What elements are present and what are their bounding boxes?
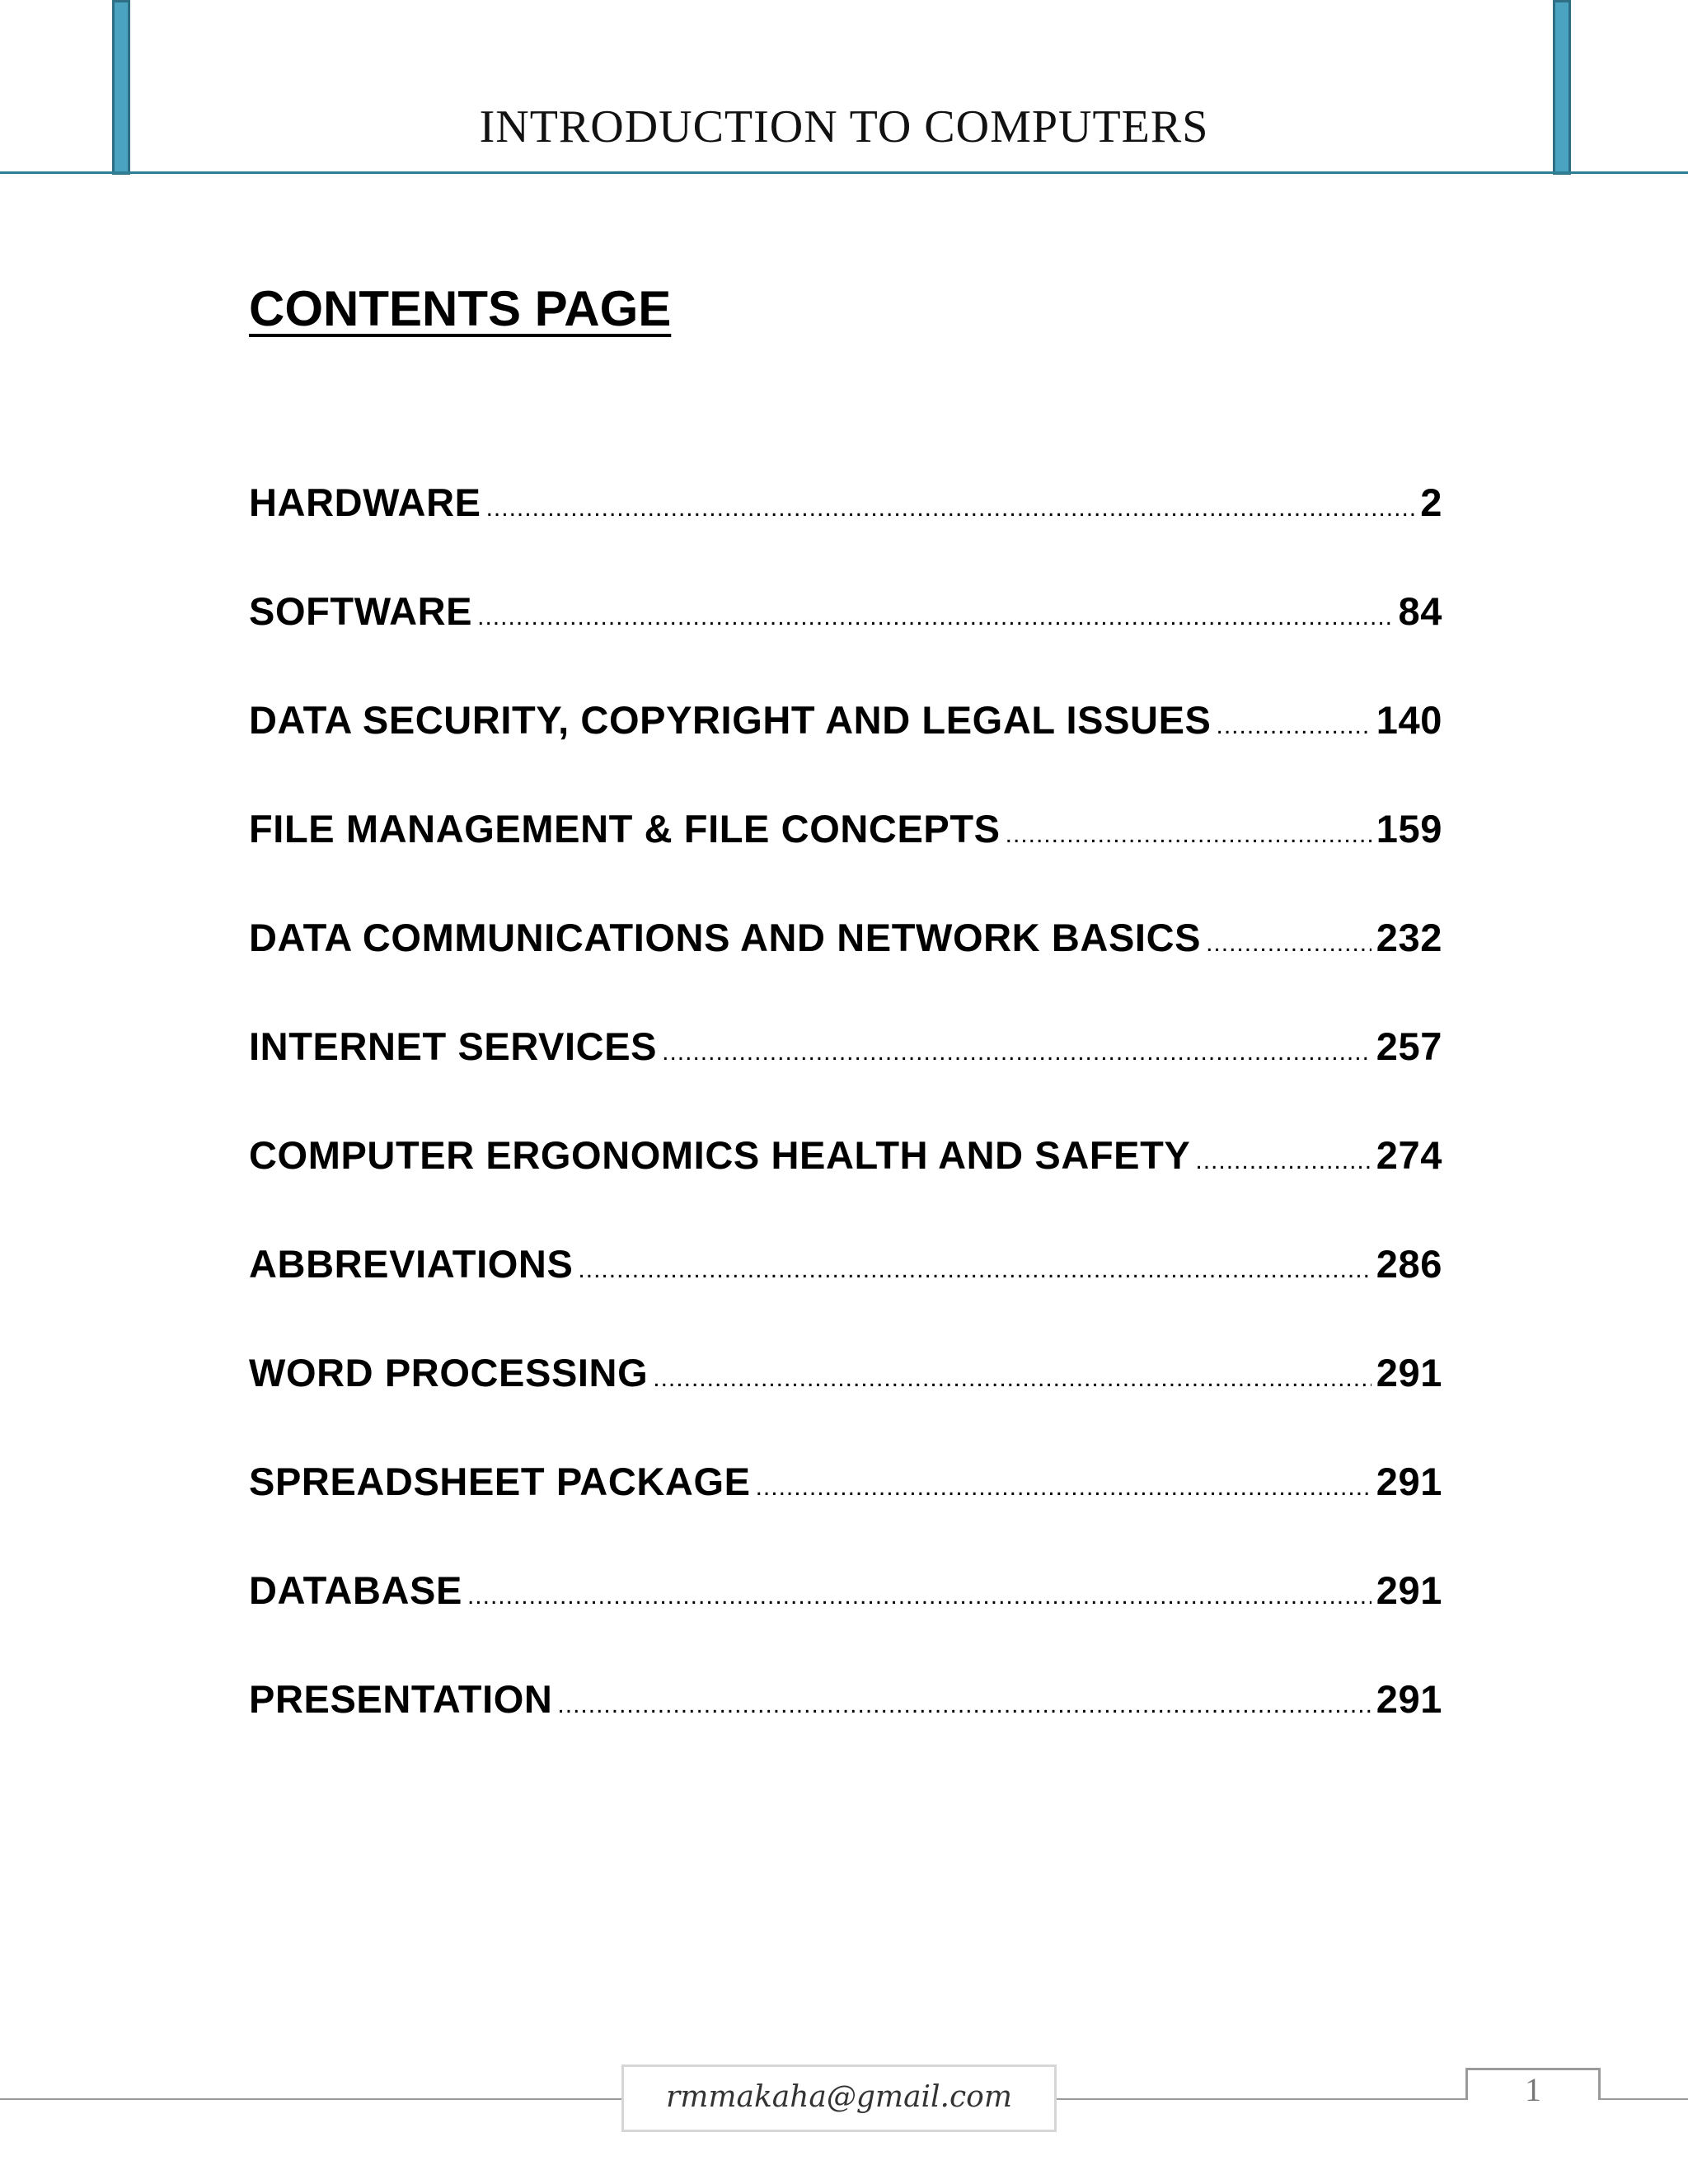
toc-entry-computer-ergonomics[interactable] (249, 1132, 1442, 1241)
toc-entry-label: SOFTWARE (249, 589, 473, 633)
toc-leader-dots (578, 1256, 1371, 1284)
toc-entry-label: COMPUTER ERGONOMICS HEALTH AND SAFETY (249, 1133, 1191, 1177)
toc-entry-presentation[interactable] (249, 1676, 1442, 1785)
footer-rule-middle (1055, 2098, 1467, 2100)
toc-leader-dots (1195, 1147, 1371, 1175)
toc-entry-label: ABBREVIATIONS (249, 1242, 574, 1286)
toc-leader-dots (653, 1365, 1372, 1393)
toc-entry-label: DATA COMMUNICATIONS AND NETWORK BASICS (249, 916, 1202, 959)
toc-entry-file-management[interactable] (249, 806, 1442, 915)
toc-entry-label: SPREADSHEET PACKAGE (249, 1460, 751, 1503)
toc-entry-page: 291 (1376, 1677, 1442, 1721)
toc-entry-page: 2 (1420, 480, 1442, 524)
toc-entry-label: INTERNET SERVICES (249, 1024, 658, 1068)
toc-leader-dots (557, 1691, 1371, 1719)
toc-entry-hardware[interactable] (249, 480, 1442, 588)
toc-entry-spreadsheet-package[interactable] (249, 1459, 1442, 1568)
footer-email: rmmakaha@gmail.com (621, 2064, 1057, 2132)
toc-entry-database[interactable] (249, 1568, 1442, 1676)
toc-entry-page: 286 (1376, 1242, 1442, 1286)
toc-entry-data-security[interactable] (249, 697, 1442, 806)
toc-entry-page: 291 (1376, 1460, 1442, 1503)
toc-leader-dots (756, 1474, 1372, 1502)
toc-leader-dots (477, 603, 1393, 631)
toc-leader-dots (1206, 930, 1372, 958)
toc-leader-dots (662, 1038, 1372, 1066)
toc-leader-dots (1006, 821, 1372, 849)
footer-rule-left (0, 2098, 623, 2100)
header-rule (0, 171, 1688, 174)
page-number: 1 (1525, 2071, 1541, 2108)
toc-entry-internet-services[interactable] (249, 1024, 1442, 1132)
toc-leader-dots (467, 1582, 1372, 1610)
toc-entry-page: 274 (1376, 1133, 1442, 1177)
document-title: INTRODUCTION TO COMPUTERS (479, 101, 1209, 152)
toc-entry-page: 232 (1376, 916, 1442, 959)
toc-entry-label: FILE MANAGEMENT & FILE CONCEPTS (249, 807, 1001, 851)
toc-entry-label: HARDWARE (249, 480, 481, 524)
toc-leader-dots (486, 494, 1416, 523)
toc-entry-page: 140 (1376, 698, 1442, 742)
contents-heading: CONTENTS PAGE (249, 281, 672, 336)
toc-entry-page: 291 (1376, 1568, 1442, 1612)
toc-entry-label: PRESENTATION (249, 1677, 553, 1721)
toc-entry-page: 84 (1398, 589, 1442, 633)
toc-entry-word-processing[interactable] (249, 1350, 1442, 1459)
table-of-contents (249, 480, 1442, 1785)
toc-leader-dots (1217, 712, 1372, 740)
toc-entry-label: WORD PROCESSING (249, 1351, 649, 1394)
toc-entry-label: DATABASE (249, 1568, 462, 1612)
toc-entry-page: 291 (1376, 1351, 1442, 1394)
toc-entry-page: 257 (1376, 1024, 1442, 1068)
toc-entry-page: 159 (1376, 807, 1442, 851)
toc-entry-software[interactable] (249, 588, 1442, 697)
toc-entry-data-communications[interactable] (249, 915, 1442, 1024)
footer-rule-right (1599, 2098, 1688, 2100)
toc-entry-label: DATA SECURITY, COPYRIGHT AND LEGAL ISSUES (249, 698, 1212, 742)
toc-entry-abbreviations[interactable] (249, 1241, 1442, 1350)
